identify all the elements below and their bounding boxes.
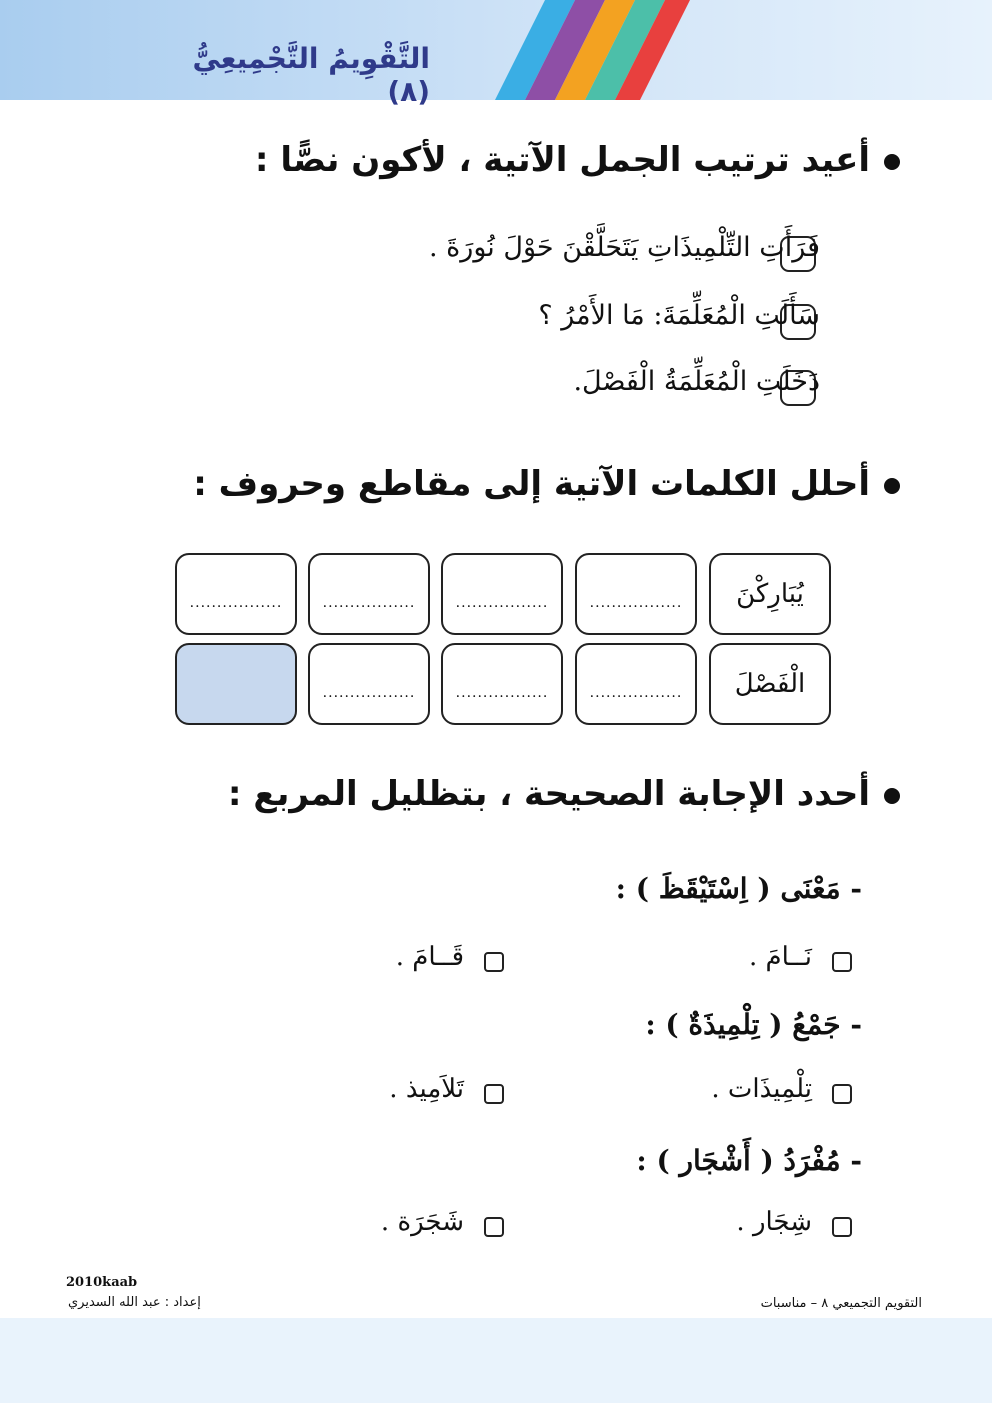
blank-cell[interactable]: ................. bbox=[441, 643, 563, 725]
bullet-icon bbox=[884, 478, 900, 494]
blank-cell[interactable]: ................. bbox=[575, 643, 697, 725]
bullet-icon bbox=[884, 154, 900, 170]
answer-checkbox[interactable] bbox=[832, 1217, 852, 1237]
sentence-3: دَخَلَتِ الْمُعَلِّمَةُ الْفَصْلَ. bbox=[573, 366, 820, 397]
blank-cell[interactable]: ................. bbox=[575, 553, 697, 635]
answer-checkbox[interactable] bbox=[484, 1084, 504, 1104]
question-1: - مَعْنَى ( اِسْتَيْقَظَ ) : bbox=[615, 872, 862, 905]
section2-heading bbox=[193, 464, 900, 504]
section3-heading bbox=[228, 774, 900, 814]
blank-cell[interactable]: ................. bbox=[175, 553, 297, 635]
sentence-1: فَرَأَتِ التِّلْمِيذَاتِ يَتَحَلَّقْنَ حَوْلَ نُورَةَ . bbox=[428, 232, 820, 263]
answer-checkbox[interactable] bbox=[484, 952, 504, 972]
page-title: التَّقْوِيمُ التَّجْمِيعِيُّ (٨) bbox=[192, 42, 430, 108]
section2-heading-text: أحلل الكلمات الآتية إلى مقاطع وحروف : bbox=[193, 464, 870, 504]
section3-heading-text: أحدد الإجابة الصحيحة ، بتظليل المربع : bbox=[227, 774, 870, 814]
footer-topic: التقويم التجميعي ٨ – مناسبات bbox=[760, 1296, 922, 1311]
blank-cell[interactable]: ................. bbox=[441, 553, 563, 635]
sentence-2: سَأَلَتِ الْمُعَلِّمَةَ: مَا الأَمْرُ ؟ bbox=[538, 300, 820, 331]
blank-cell[interactable]: ................. bbox=[308, 643, 430, 725]
option-text: نَــامَ . bbox=[748, 942, 812, 972]
section1-heading bbox=[255, 140, 900, 180]
blank-cell[interactable]: ................. bbox=[308, 553, 430, 635]
bullet-icon bbox=[884, 788, 900, 804]
answer-checkbox[interactable] bbox=[832, 952, 852, 972]
footer-band bbox=[0, 1318, 992, 1403]
question-3: - مُفْرَدُ ( أَشْجَار ) : bbox=[636, 1144, 862, 1177]
option-text: تَلاَمِيذ . bbox=[389, 1074, 464, 1104]
section1-heading-text: أعيد ترتيب الجمل الآتية ، لأكون نصًّا : bbox=[254, 140, 870, 180]
option-text: شَجَرَة . bbox=[380, 1207, 464, 1237]
header-stripes bbox=[495, 0, 695, 100]
answer-checkbox[interactable] bbox=[484, 1217, 504, 1237]
answer-checkbox[interactable] bbox=[832, 1084, 852, 1104]
question-2: - جَمْعُ ( تِلْمِيذَةٌ ) : bbox=[645, 1008, 862, 1041]
footer-code: 2010kaab bbox=[66, 1275, 138, 1290]
footer-author: إعداد : عبد الله السديري bbox=[68, 1295, 201, 1310]
word-cell-2: الْفَصْلَ bbox=[709, 643, 831, 725]
option-text: قَــامَ . bbox=[395, 942, 464, 972]
shaded-cell bbox=[175, 643, 297, 725]
word-cell-1: يُبَارِكْنَ bbox=[709, 553, 831, 635]
option-text: شِجَار . bbox=[736, 1207, 812, 1237]
option-text: تِلْمِيذَات . bbox=[711, 1074, 812, 1104]
